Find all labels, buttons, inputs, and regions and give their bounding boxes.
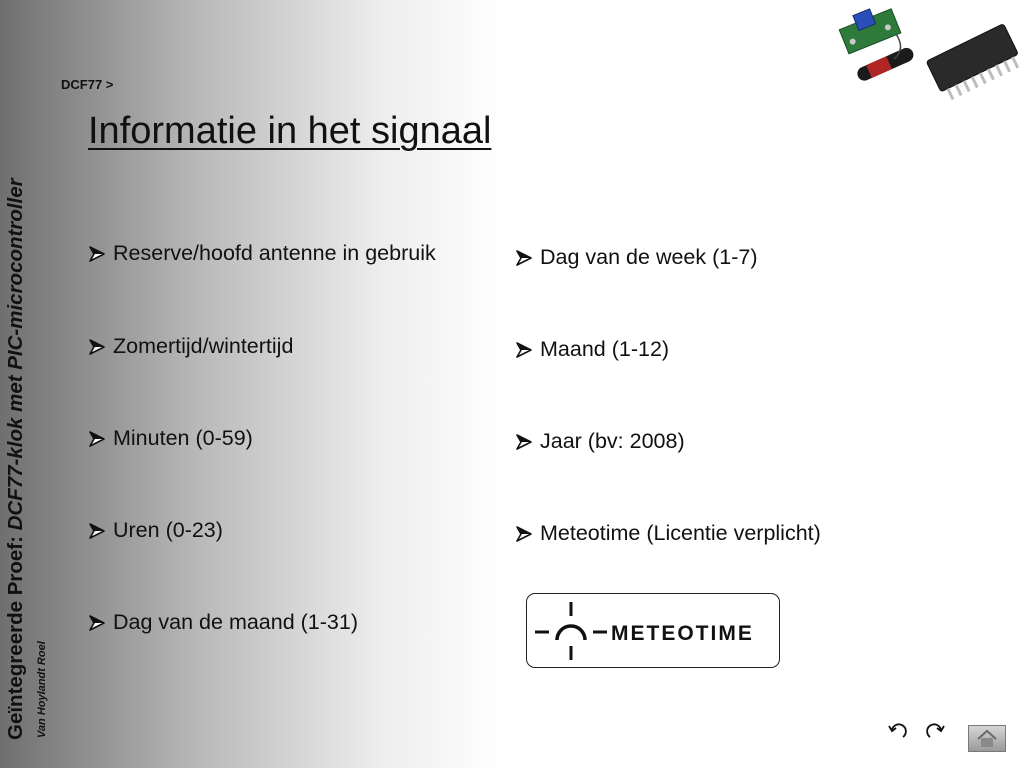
list-item: [88, 426, 253, 451]
list-item: [88, 518, 223, 543]
arrowhead-bullet-icon: [88, 430, 106, 448]
author-name: Van Hoylandt Roel: [36, 641, 48, 738]
meteotime-logo: [526, 593, 780, 668]
bullet-text: Reserve/hoofd antenne in gebruik: [113, 241, 436, 265]
bullet-text: Dag van de maand (1-31): [113, 610, 359, 634]
arrowhead-bullet-icon: [515, 433, 533, 451]
list-item: [88, 334, 293, 359]
arrowhead-bullet-icon: [88, 522, 106, 540]
arrowhead-bullet-icon: [88, 614, 106, 632]
bullet-text: Minuten (0-59): [113, 426, 253, 450]
list-item: [515, 245, 758, 270]
page-title: Informatie in het signaal: [88, 110, 492, 152]
arrowhead-bullet-icon: [515, 525, 533, 543]
undo-arrow-icon: [886, 722, 908, 744]
bullet-text: Zomertijd/wintertijd: [113, 334, 294, 358]
crosshair-icon: [533, 600, 613, 662]
breadcrumb[interactable]: DCF77 >: [61, 77, 114, 92]
presentation-title-bold: Geïntegreerde Proef: [4, 542, 27, 740]
list-item: [515, 429, 685, 454]
home-icon: [969, 726, 1005, 751]
arrowhead-bullet-icon: [515, 249, 533, 267]
meteotime-logo-text: METEOTIME: [611, 622, 754, 645]
presentation-title-italic: DCF77-klok met PIC-microcontroller: [4, 178, 27, 531]
next-slide-button[interactable]: [923, 720, 949, 746]
redo-arrow-icon: [925, 722, 947, 744]
arrowhead-bullet-icon: [88, 245, 106, 263]
author-credit: [36, 620, 56, 740]
dcf77-hardware-image: [836, 4, 1022, 116]
vertical-presentation-title: [4, 176, 34, 746]
bullet-text: Meteotime (Licentie verplicht): [540, 521, 821, 545]
bullet-text: Maand (1-12): [540, 337, 670, 361]
bullet-text: Jaar (bv: 2008): [540, 429, 685, 453]
list-item: [88, 610, 358, 635]
arrowhead-bullet-icon: [88, 338, 106, 356]
arrowhead-bullet-icon: [515, 341, 533, 359]
previous-slide-button[interactable]: [884, 720, 910, 746]
home-button[interactable]: [968, 725, 1006, 752]
list-item: [88, 241, 436, 266]
list-item: [515, 337, 669, 362]
list-item: [515, 521, 821, 546]
bullet-text: Uren (0-23): [113, 518, 223, 542]
bullet-text: Dag van de week (1-7): [540, 245, 758, 269]
presentation-title-separator: :: [4, 530, 27, 543]
